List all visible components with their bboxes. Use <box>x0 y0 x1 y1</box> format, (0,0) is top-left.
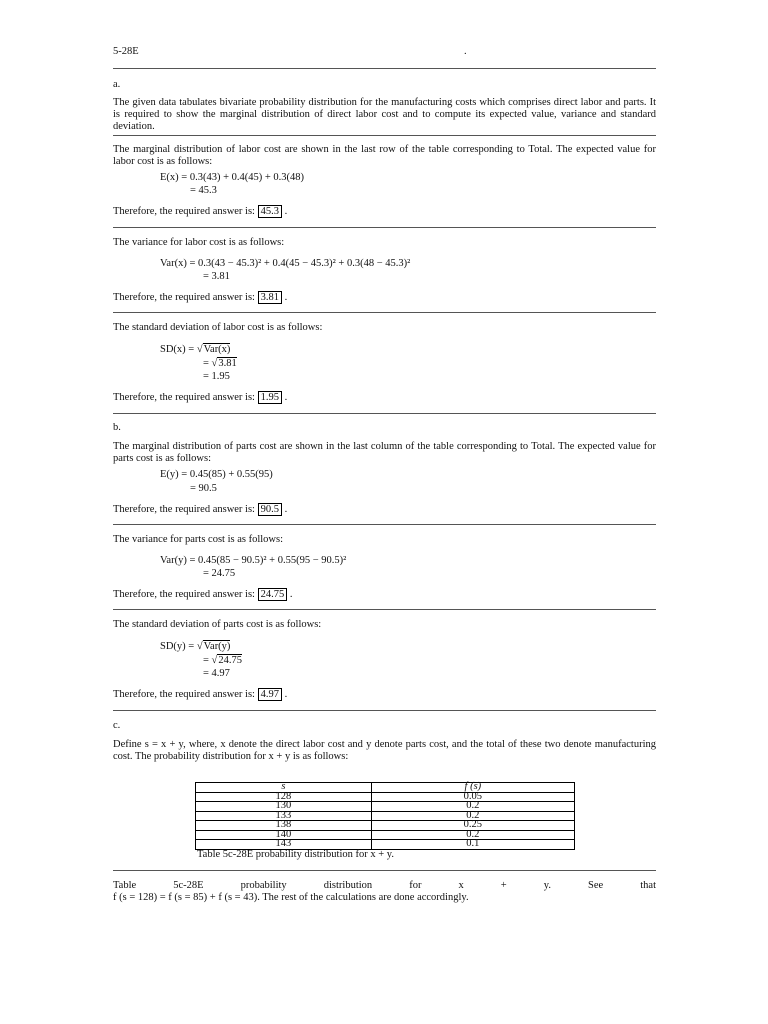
labor-mean-text: The marginal distribution of labor cost are shown in the last row of the table corresponding to Total. The expected value for labor cost is as follows: <box>113 144 656 168</box>
probability-table <box>195 782 575 850</box>
parts-sd-eq1: SD(y) = √Var(y) <box>160 641 231 652</box>
parts-var-text: The variance for parts cost is as follows: <box>113 534 283 545</box>
table-header: f (s) <box>371 783 574 793</box>
parts-sd-text: The standard deviation of parts cost is as follows: <box>113 619 322 630</box>
parts-sd-eq3: = 4.97 <box>203 668 230 679</box>
parts-var-eq2: = 24.75 <box>203 568 236 579</box>
part-c-define-text: Define s = x + y, where, x denote the direct labor cost and y denote parts cost, and the total of these two denote manufacturing cost. The probability distribution for x + y is as follows: <box>113 739 656 763</box>
labor-sd-eq3: = 1.95 <box>203 371 230 382</box>
divider <box>113 135 656 136</box>
part-a-label: a. <box>113 79 121 90</box>
parts-var-eq1: Var(y) = 0.45(85 − 90.5)² + 0.55(95 − 90.5)² <box>160 555 347 566</box>
answer-box: 24.75 <box>258 588 288 601</box>
table-header: s <box>196 783 372 793</box>
labor-mean-answer-line: Therefore, the required answer is: 45.3 . <box>113 206 288 217</box>
labor-sd-text: The standard deviation of labor cost is as follows: <box>113 322 323 333</box>
parts-sd-answer-line: Therefore, the required answer is: 4.97 . <box>113 689 288 700</box>
table-row <box>196 811 575 821</box>
table-cell: 140 <box>196 830 372 840</box>
labor-var-eq1: Var(x) = 0.3(43 − 45.3)² + 0.4(45 − 45.3)² + 0.3(48 − 45.3)² <box>160 258 411 269</box>
parts-mean-answer-line: Therefore, the required answer is: 90.5 . <box>113 504 288 515</box>
footer-line-2: f (s = 128) = f (s = 85) + f (s = 43). The rest of the calculations are done accordingly. <box>113 892 469 903</box>
table-cell: 0.2 <box>371 830 574 840</box>
footer-line-1: Table 5c-28E probability distribution for x + y. See that <box>113 880 656 891</box>
table-cell: 0.05 <box>371 792 574 802</box>
table-cell: 0.1 <box>371 840 574 850</box>
header-dot: . <box>464 46 467 57</box>
divider <box>113 312 656 313</box>
answer-prefix: Therefore, the required answer is: <box>113 206 255 217</box>
table-row <box>196 802 575 812</box>
answer-prefix: Therefore, the required answer is: <box>113 392 255 403</box>
table-cell: 0.2 <box>371 802 574 812</box>
table-header-row <box>196 783 575 793</box>
table-row <box>196 830 575 840</box>
labor-sd-answer-line: Therefore, the required answer is: 1.95 . <box>113 392 288 403</box>
labor-var-eq2: = 3.81 <box>203 271 230 282</box>
divider <box>113 870 656 871</box>
table-cell: 133 <box>196 811 372 821</box>
problem-id: 5-28E <box>113 46 139 57</box>
table-cell: 138 <box>196 821 372 831</box>
divider <box>113 524 656 525</box>
table-cell: 143 <box>196 840 372 850</box>
parts-mean-eq1: E(y) = 0.45(85) + 0.55(95) <box>160 469 273 480</box>
divider <box>113 68 656 69</box>
labor-sd-eq2: = √3.81 <box>203 358 237 369</box>
divider <box>113 710 656 711</box>
labor-var-text: The variance for labor cost is as follows: <box>113 237 285 248</box>
table-cell: 130 <box>196 802 372 812</box>
table-cell: 0.2 <box>371 811 574 821</box>
parts-var-answer-line: Therefore, the required answer is: 24.75 . <box>113 589 293 600</box>
table-cell: 128 <box>196 792 372 802</box>
table-cell: 0.25 <box>371 821 574 831</box>
answer-prefix: Therefore, the required answer is: <box>113 689 255 700</box>
table-row <box>196 821 575 831</box>
part-c-label: c. <box>113 720 121 731</box>
table-caption: Table 5c-28E probability distribution for x + y. <box>197 849 394 860</box>
divider <box>113 609 656 610</box>
parts-sd-eq2: = √24.75 <box>203 655 242 666</box>
labor-mean-eq1: E(x) = 0.3(43) + 0.4(45) + 0.3(48) <box>160 172 305 183</box>
answer-box: 45.3 <box>258 205 282 218</box>
answer-box: 4.97 <box>258 688 282 701</box>
part-b-label: b. <box>113 422 121 433</box>
labor-sd-eq1: SD(x) = √Var(x) <box>160 344 231 355</box>
answer-box: 90.5 <box>258 503 282 516</box>
part-a-intro: The given data tabulates bivariate probability distribution for the manufacturing costs which comprises direct labor and parts. It is required to show the marginal distribution of direct labor cost and to compute its expected value, variance and standard deviation. <box>113 97 656 133</box>
labor-mean-eq2: = 45.3 <box>190 185 217 196</box>
table-row <box>196 792 575 802</box>
table-row <box>196 840 575 850</box>
answer-prefix: Therefore, the required answer is: <box>113 292 255 303</box>
parts-mean-eq2: = 90.5 <box>190 483 217 494</box>
divider <box>113 227 656 228</box>
answer-box: 1.95 <box>258 391 282 404</box>
answer-prefix: Therefore, the required answer is: <box>113 504 255 515</box>
answer-box: 3.81 <box>258 291 282 304</box>
parts-mean-text: The marginal distribution of parts cost are shown in the last column of the table corresponding to Total. The expected value for parts cost is as follows: <box>113 441 656 465</box>
labor-var-answer-line: Therefore, the required answer is: 3.81 . <box>113 292 288 303</box>
answer-prefix: Therefore, the required answer is: <box>113 589 255 600</box>
divider <box>113 413 656 414</box>
